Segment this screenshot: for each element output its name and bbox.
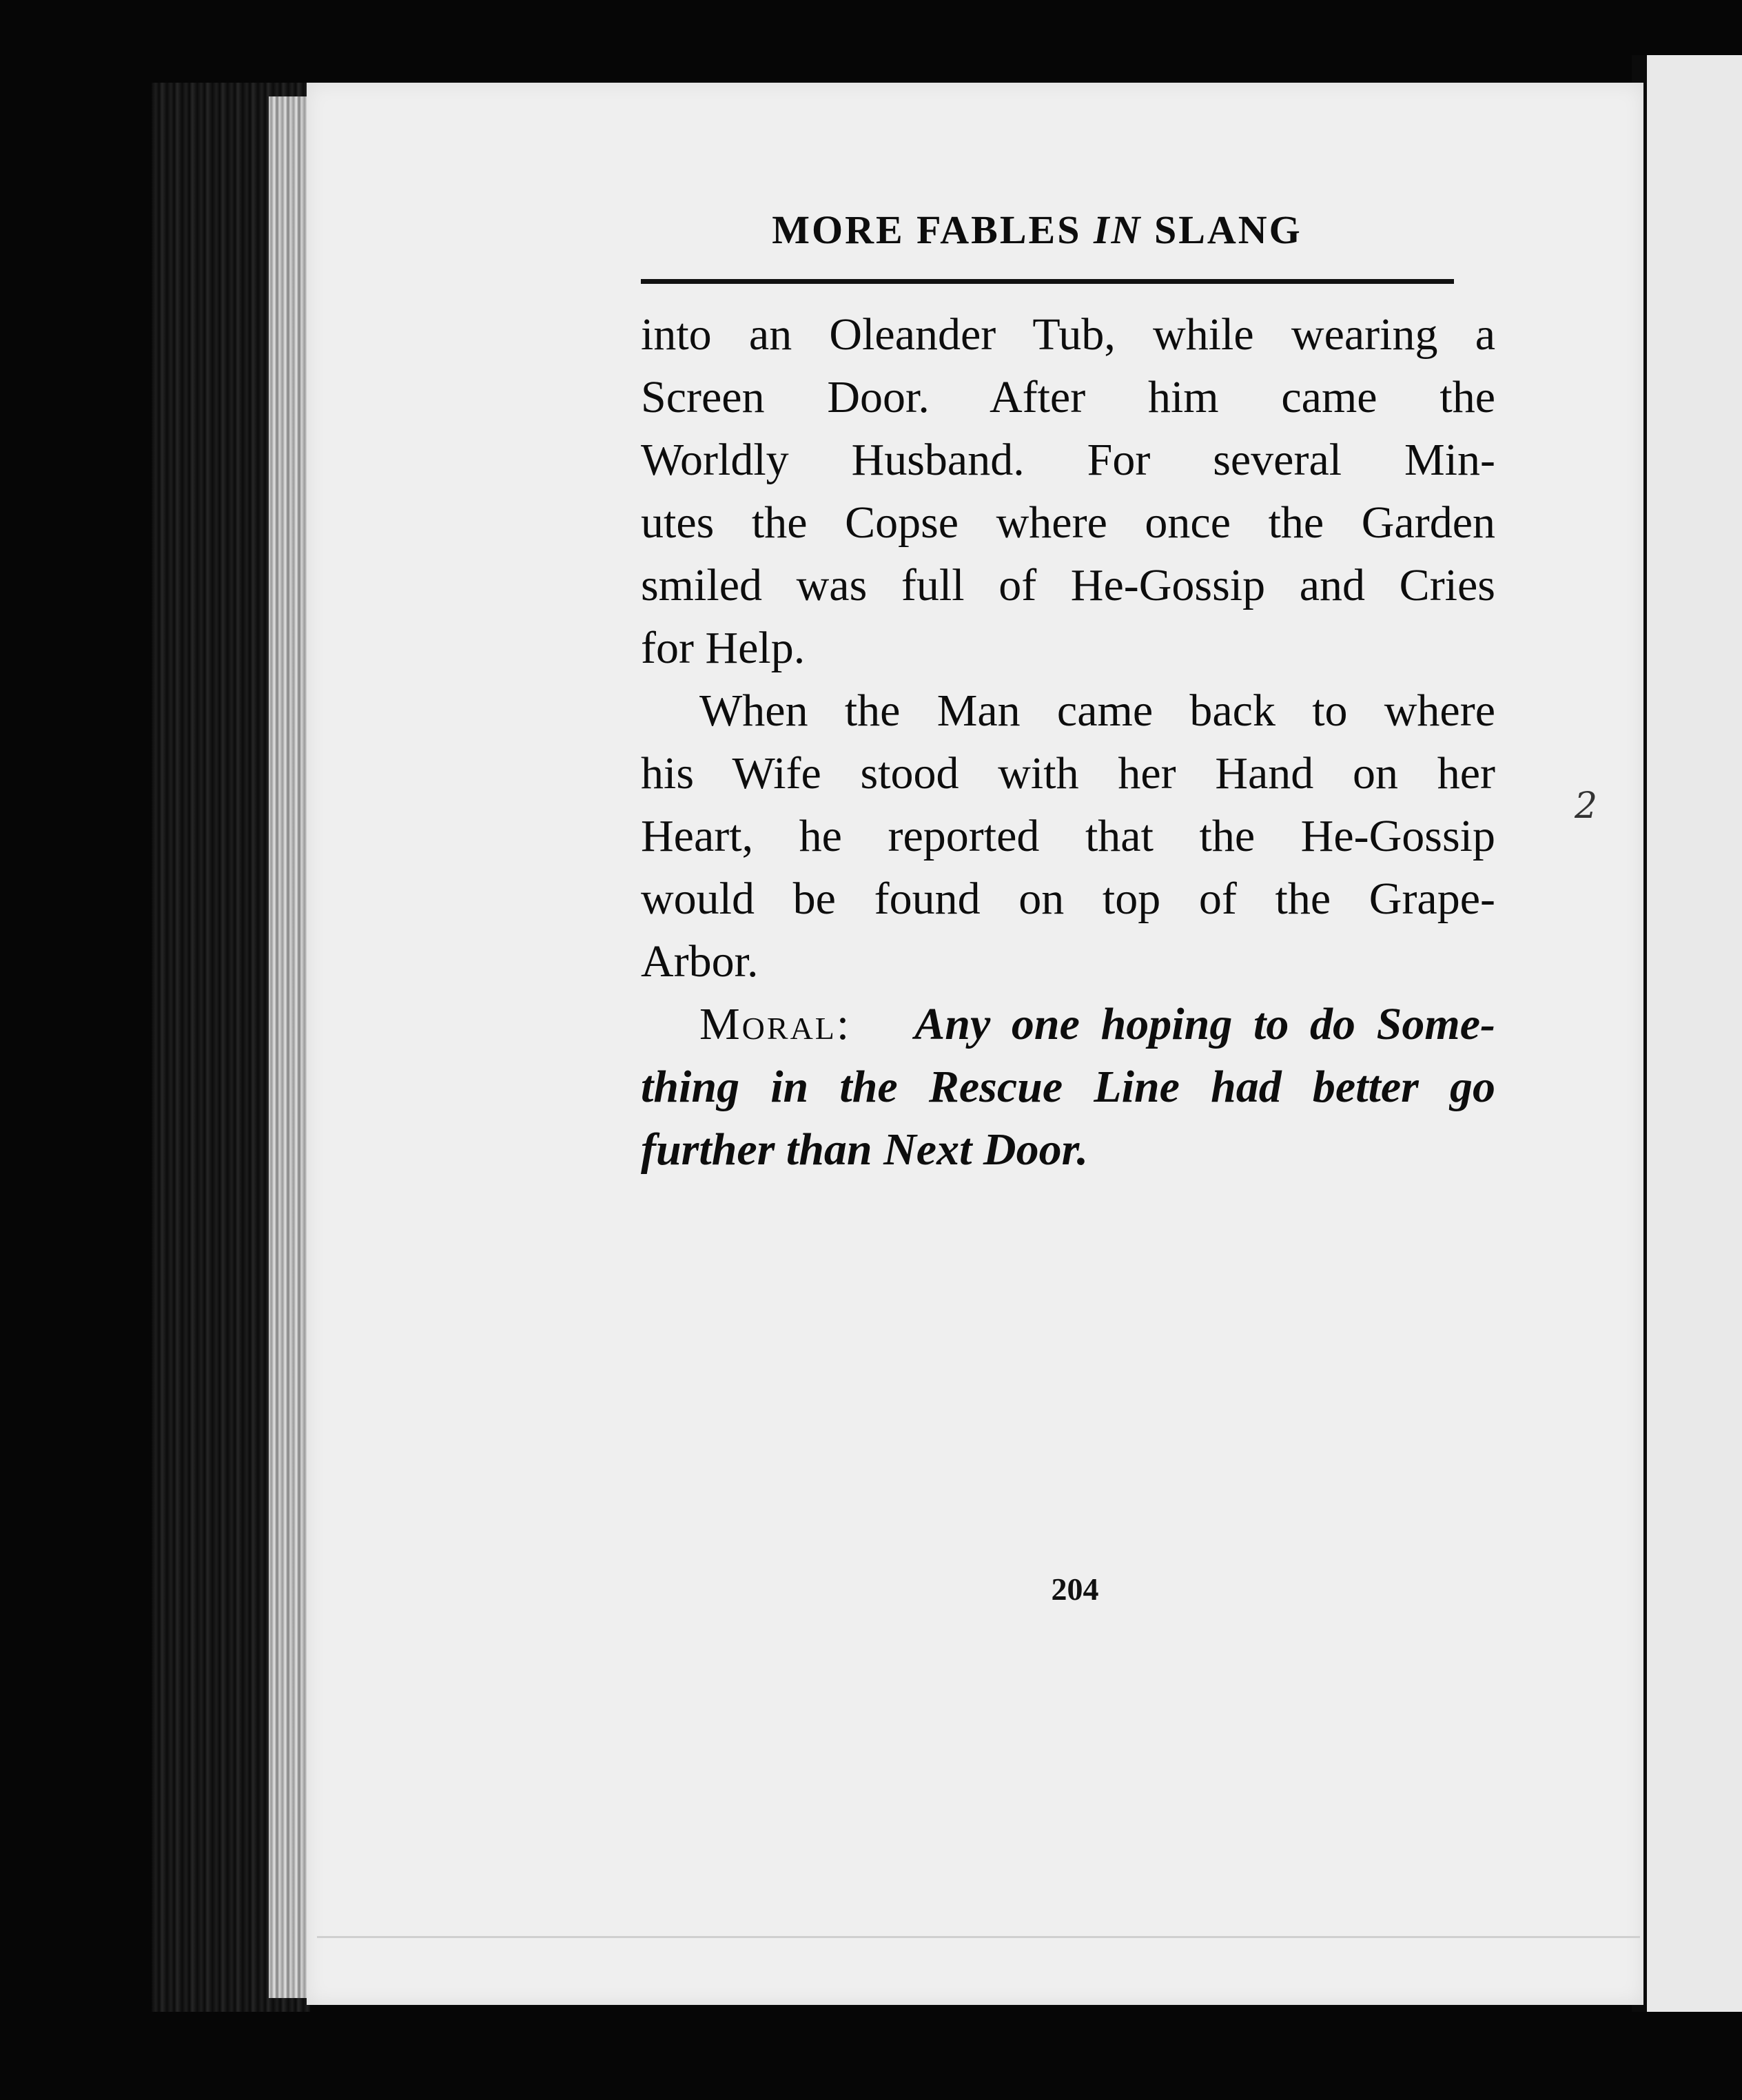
text-line: his Wife stood with her Hand on her — [641, 748, 1495, 799]
text-line: Arbor. — [641, 936, 759, 987]
header-rule — [641, 279, 1454, 284]
moral-text: Any one hoping to do Some- — [914, 999, 1495, 1049]
next-page-edge — [1643, 55, 1742, 2012]
running-head — [641, 207, 1433, 262]
margin-note: 2 — [1575, 785, 1598, 827]
page-edges — [269, 96, 310, 1998]
text-line: for Help. — [641, 623, 806, 673]
running-head-italic: IN — [1093, 207, 1142, 252]
text-line: utes the Copse where once the Garden — [641, 497, 1495, 548]
text-line: smiled was full of He-Gossip and Cries — [641, 560, 1495, 610]
body-text — [641, 303, 1495, 1181]
text-line: into an Oleander Tub, while wearing a — [641, 309, 1495, 360]
page-bottom-edge — [317, 1936, 1640, 1938]
moral-text-line: thing in the Rescue Line had better go — [641, 1062, 1495, 1112]
moral-label: Moral: — [699, 999, 852, 1049]
page-number: 204 — [1051, 1572, 1099, 1607]
text-line: When the Man came back to where — [699, 686, 1495, 736]
moral-first-line — [641, 993, 1495, 1056]
text-line: Heart, he reported that the He-Gossip — [641, 811, 1495, 861]
text-line: would be found on top of the Grape- — [641, 874, 1495, 924]
text-line: Worldly Husband. For several Min- — [641, 435, 1495, 485]
running-head-part1: MORE FABLES — [772, 207, 1094, 252]
running-head-part3: SLANG — [1142, 207, 1302, 252]
text-line: Screen Door. After him came the — [641, 372, 1495, 422]
moral-text-line: further than Next Door. — [641, 1124, 1089, 1175]
